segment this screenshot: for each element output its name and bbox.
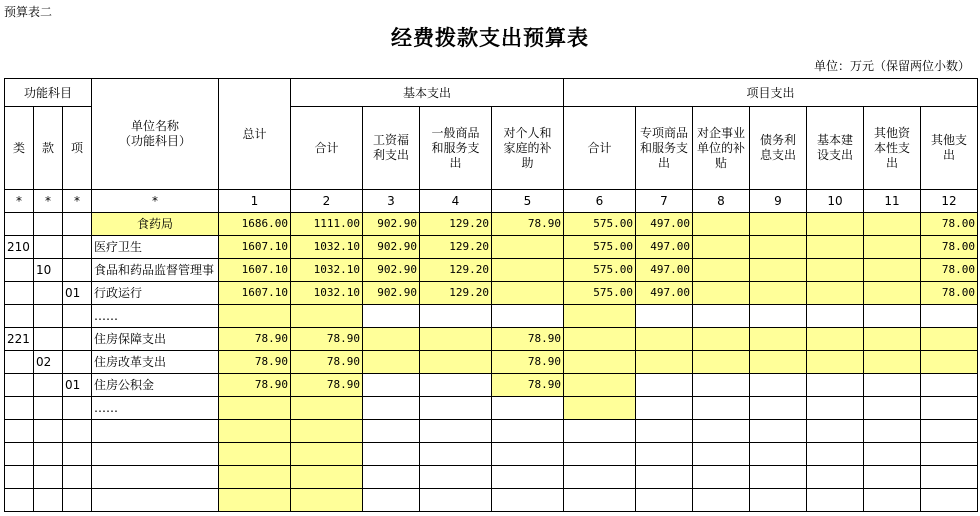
amount-cell xyxy=(291,420,363,443)
amount-cell xyxy=(750,397,807,420)
amount-cell xyxy=(864,282,921,305)
amount-cell xyxy=(693,466,750,489)
amount-cell: 497.00 xyxy=(636,236,693,259)
amount-cell xyxy=(864,466,921,489)
budget-table xyxy=(4,78,978,512)
amount-cell xyxy=(807,305,864,328)
subject-code-cell xyxy=(63,213,92,236)
column-index-cell: * xyxy=(63,190,92,213)
amount-cell xyxy=(564,466,636,489)
amount-cell xyxy=(750,282,807,305)
amount-cell xyxy=(291,489,363,512)
subject-code-cell xyxy=(5,259,34,282)
amount-cell xyxy=(636,328,693,351)
amount-cell xyxy=(807,443,864,466)
amount-cell xyxy=(864,305,921,328)
amount-cell: 129.20 xyxy=(420,282,492,305)
amount-cell xyxy=(291,466,363,489)
amount-cell: 78.00 xyxy=(921,236,978,259)
header-other-capital: 其他资本性支出 xyxy=(864,107,921,190)
subject-code-cell xyxy=(5,213,34,236)
amount-cell: 575.00 xyxy=(564,236,636,259)
amount-cell xyxy=(636,374,693,397)
amount-cell: 1686.00 xyxy=(219,213,291,236)
header-unit-name-line2: （功能科目） xyxy=(118,134,191,148)
subject-code-cell xyxy=(63,236,92,259)
amount-cell xyxy=(291,397,363,420)
amount-cell: 78.90 xyxy=(291,374,363,397)
amount-cell: 78.00 xyxy=(921,213,978,236)
unit-name-cell: …… xyxy=(92,305,219,328)
header-enterprise-subsidy: 对企事业单位的补贴 xyxy=(693,107,750,190)
unit-name-cell: 食药局 xyxy=(92,213,219,236)
subject-code-cell xyxy=(5,443,34,466)
header-total: 总计 xyxy=(219,79,291,190)
subject-code-cell xyxy=(63,305,92,328)
amount-cell xyxy=(363,420,420,443)
amount-cell xyxy=(693,213,750,236)
amount-cell xyxy=(363,443,420,466)
amount-cell xyxy=(693,328,750,351)
header-func-subject: 功能科目 xyxy=(5,79,92,107)
amount-cell: 575.00 xyxy=(564,259,636,282)
subject-code-cell xyxy=(34,236,63,259)
amount-cell xyxy=(921,420,978,443)
amount-cell xyxy=(219,466,291,489)
amount-cell xyxy=(219,420,291,443)
header-other-expense: 其他支出 xyxy=(921,107,978,190)
amount-cell xyxy=(693,259,750,282)
subject-code-cell xyxy=(63,328,92,351)
amount-cell xyxy=(750,443,807,466)
table-row xyxy=(5,213,978,236)
amount-cell xyxy=(921,397,978,420)
amount-cell xyxy=(693,305,750,328)
table-row xyxy=(5,420,978,443)
amount-cell xyxy=(492,282,564,305)
amount-cell: 1607.10 xyxy=(219,236,291,259)
table-row xyxy=(5,259,978,282)
amount-cell xyxy=(693,489,750,512)
amount-cell xyxy=(807,259,864,282)
amount-cell: 78.90 xyxy=(291,328,363,351)
amount-cell xyxy=(864,374,921,397)
table-row xyxy=(5,305,978,328)
header-basic: 基本支出 xyxy=(291,79,564,107)
unit-name-cell xyxy=(92,466,219,489)
amount-cell xyxy=(750,328,807,351)
amount-cell xyxy=(291,443,363,466)
amount-cell xyxy=(291,305,363,328)
subject-code-cell xyxy=(34,420,63,443)
amount-cell xyxy=(363,328,420,351)
amount-cell xyxy=(864,328,921,351)
table-row xyxy=(5,466,978,489)
amount-cell: 129.20 xyxy=(420,236,492,259)
table-row xyxy=(5,236,978,259)
unit-name-cell: 食品和药品监督管理事 xyxy=(92,259,219,282)
subject-code-cell: 01 xyxy=(63,374,92,397)
column-index-cell: 10 xyxy=(807,190,864,213)
amount-cell xyxy=(864,259,921,282)
header-goods-services: 一般商品和服务支出 xyxy=(420,107,492,190)
amount-cell xyxy=(807,374,864,397)
amount-cell xyxy=(492,397,564,420)
unit-name-cell: 住房保障支出 xyxy=(92,328,219,351)
amount-cell xyxy=(219,397,291,420)
unit-name-cell xyxy=(92,443,219,466)
amount-cell xyxy=(420,397,492,420)
subject-code-cell xyxy=(34,305,63,328)
amount-cell xyxy=(693,420,750,443)
page-title: 经费拨款支出预算表 xyxy=(391,25,589,50)
subject-code-cell xyxy=(34,466,63,489)
amount-cell xyxy=(921,328,978,351)
subject-code-cell xyxy=(63,397,92,420)
table-row xyxy=(5,397,978,420)
amount-cell xyxy=(807,397,864,420)
amount-cell xyxy=(693,374,750,397)
amount-cell xyxy=(864,420,921,443)
amount-cell: 497.00 xyxy=(636,259,693,282)
column-index-cell: 9 xyxy=(750,190,807,213)
table-row xyxy=(5,328,978,351)
amount-cell: 1607.10 xyxy=(219,259,291,282)
amount-cell: 78.90 xyxy=(219,374,291,397)
amount-cell xyxy=(363,374,420,397)
column-index-cell: 8 xyxy=(693,190,750,213)
amount-cell xyxy=(564,351,636,374)
amount-cell xyxy=(492,489,564,512)
amount-cell xyxy=(807,213,864,236)
amount-cell xyxy=(750,259,807,282)
amount-cell xyxy=(564,420,636,443)
amount-cell xyxy=(750,213,807,236)
subject-code-cell xyxy=(34,443,63,466)
subject-code-cell xyxy=(5,374,34,397)
subject-code-cell xyxy=(5,420,34,443)
amount-cell xyxy=(750,466,807,489)
column-index-cell: 4 xyxy=(420,190,492,213)
header-capital-construction: 基本建设支出 xyxy=(807,107,864,190)
amount-cell xyxy=(807,420,864,443)
amount-cell: 575.00 xyxy=(564,282,636,305)
amount-cell xyxy=(420,443,492,466)
amount-cell: 902.90 xyxy=(363,236,420,259)
unit-name-cell: 医疗卫生 xyxy=(92,236,219,259)
column-index-cell: 11 xyxy=(864,190,921,213)
amount-cell xyxy=(564,305,636,328)
column-index-cell: 3 xyxy=(363,190,420,213)
column-index-cell: 6 xyxy=(564,190,636,213)
subject-code-cell xyxy=(34,213,63,236)
subject-code-cell xyxy=(34,489,63,512)
header-kuan: 款 xyxy=(34,107,63,190)
amount-cell xyxy=(420,374,492,397)
amount-cell xyxy=(693,351,750,374)
table-row xyxy=(5,374,978,397)
amount-cell: 902.90 xyxy=(363,259,420,282)
amount-cell xyxy=(693,236,750,259)
amount-cell xyxy=(492,443,564,466)
amount-cell xyxy=(636,443,693,466)
amount-cell xyxy=(864,443,921,466)
column-index-row xyxy=(5,190,978,213)
header-unit-name-line1: 单位名称 xyxy=(130,119,179,133)
amount-cell: 78.00 xyxy=(921,259,978,282)
column-index-cell: 12 xyxy=(921,190,978,213)
header-personal-subsidy: 对个人和家庭的补助 xyxy=(492,107,564,190)
amount-cell xyxy=(219,305,291,328)
amount-cell xyxy=(693,282,750,305)
unit-name-cell: …… xyxy=(92,397,219,420)
amount-cell xyxy=(564,374,636,397)
table-row xyxy=(5,282,978,305)
amount-cell xyxy=(921,351,978,374)
header-basic-total: 合计 xyxy=(291,107,363,190)
amount-cell xyxy=(219,489,291,512)
subject-code-cell xyxy=(63,443,92,466)
amount-cell xyxy=(492,466,564,489)
subject-code-cell xyxy=(63,466,92,489)
table-row xyxy=(5,351,978,374)
column-index-cell: 5 xyxy=(492,190,564,213)
amount-cell: 78.90 xyxy=(219,328,291,351)
subject-code-cell xyxy=(63,351,92,374)
amount-cell xyxy=(921,443,978,466)
amount-cell: 129.20 xyxy=(420,259,492,282)
header-lei: 类 xyxy=(5,107,34,190)
subject-code-cell xyxy=(5,351,34,374)
amount-cell xyxy=(564,397,636,420)
amount-cell xyxy=(492,236,564,259)
amount-cell xyxy=(750,374,807,397)
subject-code-cell: 221 xyxy=(5,328,34,351)
unit-name-cell xyxy=(92,420,219,443)
amount-cell xyxy=(807,466,864,489)
amount-cell xyxy=(363,489,420,512)
amount-cell xyxy=(864,397,921,420)
amount-cell: 78.00 xyxy=(921,282,978,305)
column-index-cell: 1 xyxy=(219,190,291,213)
subject-code-cell xyxy=(34,397,63,420)
amount-cell xyxy=(921,489,978,512)
header-special-goods: 专项商品和服务支出 xyxy=(636,107,693,190)
amount-cell xyxy=(864,236,921,259)
amount-cell xyxy=(420,489,492,512)
subject-code-cell xyxy=(5,397,34,420)
amount-cell xyxy=(693,397,750,420)
unit-name-cell xyxy=(92,489,219,512)
amount-cell xyxy=(636,397,693,420)
amount-cell xyxy=(864,351,921,374)
amount-cell: 1032.10 xyxy=(291,259,363,282)
unit-name-cell: 行政运行 xyxy=(92,282,219,305)
amount-cell xyxy=(750,489,807,512)
amount-cell: 78.90 xyxy=(492,328,564,351)
amount-cell xyxy=(750,420,807,443)
amount-cell xyxy=(363,466,420,489)
amount-cell xyxy=(492,420,564,443)
amount-cell xyxy=(219,443,291,466)
amount-cell xyxy=(750,236,807,259)
amount-cell: 902.90 xyxy=(363,282,420,305)
subject-code-cell xyxy=(63,489,92,512)
amount-cell: 78.90 xyxy=(492,374,564,397)
subject-code-cell xyxy=(63,420,92,443)
amount-cell: 78.90 xyxy=(219,351,291,374)
document-label: 预算表二 xyxy=(4,5,53,19)
amount-cell xyxy=(564,489,636,512)
amount-cell: 78.90 xyxy=(492,213,564,236)
amount-cell xyxy=(420,305,492,328)
amount-cell xyxy=(921,374,978,397)
amount-cell xyxy=(864,213,921,236)
column-index-cell: 7 xyxy=(636,190,693,213)
amount-cell: 78.90 xyxy=(492,351,564,374)
table-row xyxy=(5,443,978,466)
subject-code-cell: 210 xyxy=(5,236,34,259)
subject-code-cell xyxy=(34,374,63,397)
subject-code-cell xyxy=(5,305,34,328)
amount-cell: 1032.10 xyxy=(291,282,363,305)
header-debt-interest: 债务利息支出 xyxy=(750,107,807,190)
amount-cell xyxy=(420,420,492,443)
amount-cell xyxy=(564,443,636,466)
amount-cell xyxy=(864,489,921,512)
amount-cell xyxy=(750,305,807,328)
subject-code-cell: 02 xyxy=(34,351,63,374)
amount-cell: 1607.10 xyxy=(219,282,291,305)
amount-cell xyxy=(363,305,420,328)
amount-cell xyxy=(492,305,564,328)
amount-cell xyxy=(807,489,864,512)
amount-cell: 575.00 xyxy=(564,213,636,236)
amount-cell xyxy=(921,305,978,328)
subject-code-cell xyxy=(5,466,34,489)
amount-cell xyxy=(564,328,636,351)
amount-cell xyxy=(420,466,492,489)
amount-cell: 1032.10 xyxy=(291,236,363,259)
unit-note: 单位：万元（保留两位小数） xyxy=(813,59,970,73)
subject-code-cell xyxy=(34,282,63,305)
column-index-cell: * xyxy=(92,190,219,213)
subject-code-cell xyxy=(63,259,92,282)
amount-cell xyxy=(807,282,864,305)
column-index-cell: * xyxy=(5,190,34,213)
subject-code-cell xyxy=(5,282,34,305)
header-unit-name xyxy=(92,79,219,190)
column-index-cell: 2 xyxy=(291,190,363,213)
amount-cell xyxy=(492,259,564,282)
amount-cell xyxy=(420,351,492,374)
column-index-cell: * xyxy=(34,190,63,213)
amount-cell xyxy=(636,420,693,443)
amount-cell: 497.00 xyxy=(636,213,693,236)
subject-code-cell: 10 xyxy=(34,259,63,282)
amount-cell: 497.00 xyxy=(636,282,693,305)
amount-cell xyxy=(636,466,693,489)
header-project-total: 合计 xyxy=(564,107,636,190)
amount-cell xyxy=(363,397,420,420)
unit-name-cell: 住房公积金 xyxy=(92,374,219,397)
amount-cell: 902.90 xyxy=(363,213,420,236)
amount-cell: 78.90 xyxy=(291,351,363,374)
amount-cell xyxy=(636,489,693,512)
amount-cell xyxy=(420,328,492,351)
header-project: 项目支出 xyxy=(564,79,978,107)
amount-cell xyxy=(807,328,864,351)
header-salary: 工资福利支出 xyxy=(363,107,420,190)
subject-code-cell xyxy=(5,489,34,512)
amount-cell: 129.20 xyxy=(420,213,492,236)
amount-cell xyxy=(807,351,864,374)
subject-code-cell xyxy=(34,328,63,351)
amount-cell xyxy=(807,236,864,259)
amount-cell xyxy=(921,466,978,489)
amount-cell xyxy=(363,351,420,374)
unit-name-cell: 住房改革支出 xyxy=(92,351,219,374)
header-xiang: 项 xyxy=(63,107,92,190)
subject-code-cell: 01 xyxy=(63,282,92,305)
amount-cell xyxy=(693,443,750,466)
amount-cell xyxy=(636,351,693,374)
amount-cell xyxy=(750,351,807,374)
amount-cell: 1111.00 xyxy=(291,213,363,236)
amount-cell xyxy=(636,305,693,328)
table-row xyxy=(5,489,978,512)
